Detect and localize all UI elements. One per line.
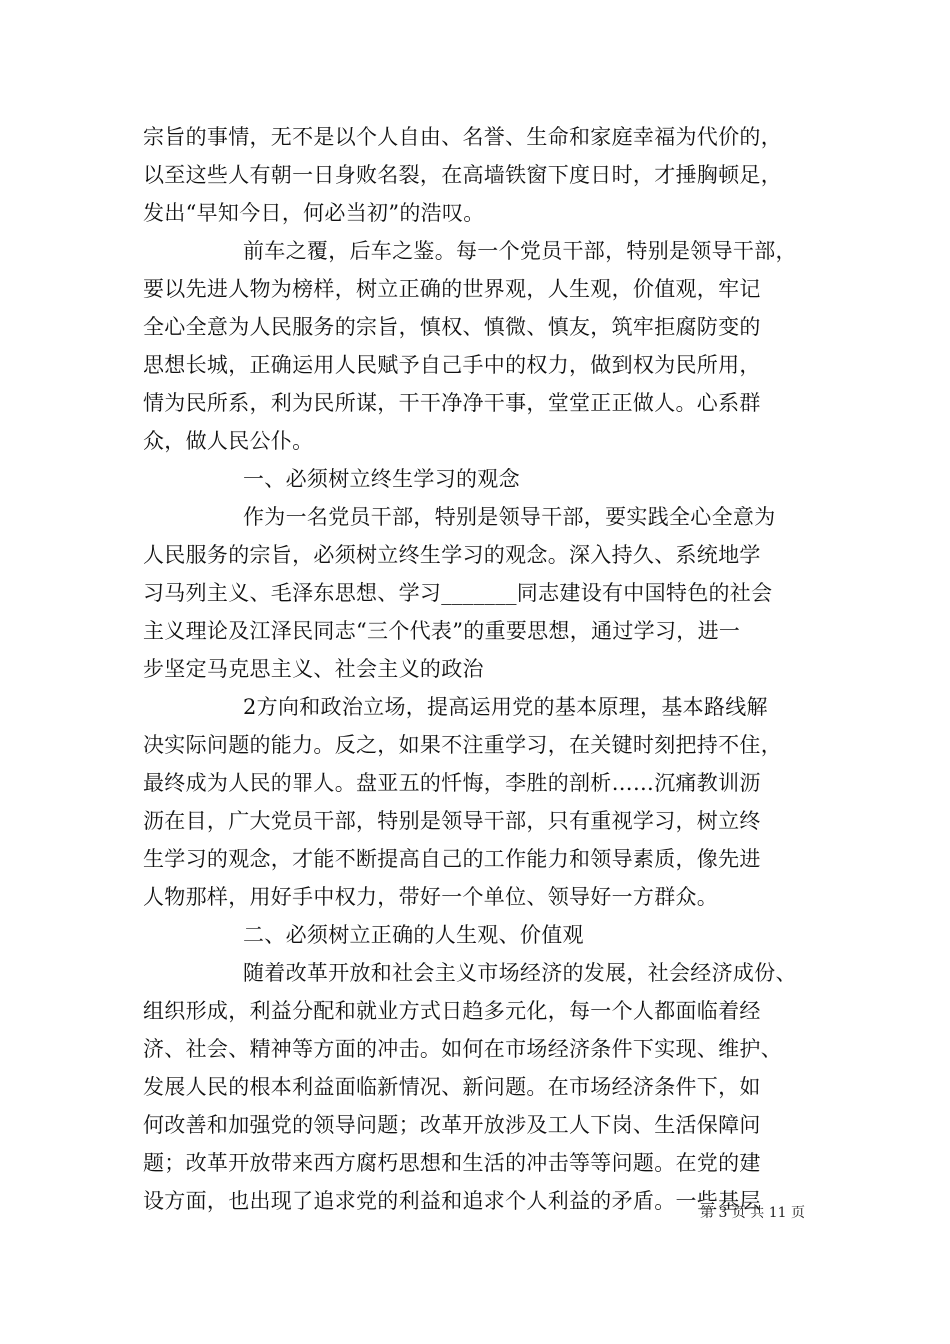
text-line: 发展人民的根本利益面临新情况、新问题。在市场经济条件下，如 xyxy=(143,1075,761,1099)
text-line: 决实际问题的能力。反之，如果不注重学习，在关键时刻把持不住， xyxy=(143,733,782,757)
text-line: 习马列主义、毛泽东思想、学习_______同志建设有中国特色的社会 xyxy=(143,581,773,605)
text-line: 众，做人民公仆。 xyxy=(143,429,314,453)
text-line: 步坚定马克思主义、社会主义的政治 xyxy=(143,657,484,681)
section-heading: 一、必须树立终生学习的观念 xyxy=(243,467,520,491)
text-line: 人民服务的宗旨，必须树立终生学习的观念。深入持久、系统地学 xyxy=(143,543,761,567)
text-line: 发出“早知今日，何必当初”的浩叹。 xyxy=(143,201,485,225)
text-line: 主义理论及江泽民同志“三个代表”的重要思想，通过学习，进一 xyxy=(143,619,741,643)
paragraph-first-line: 作为一名党员干部，特别是领导干部，要实践全心全意为 xyxy=(243,505,776,529)
text-line: 组织形成，利益分配和就业方式日趋多元化，每一个人都面临着经 xyxy=(143,999,761,1023)
paragraph-first-line: 前车之覆，后车之鉴。每一个党员干部，特别是领导干部， xyxy=(243,239,797,263)
text-line: 全心全意为人民服务的宗旨，慎权、慎微、慎友，筑牢拒腐防变的 xyxy=(143,315,761,339)
text-line: 题；改革开放带来西方腐朽思想和生活的冲击等等问题。在党的建 xyxy=(143,1151,761,1175)
paragraph-first-line: 2方向和政治立场，提高运用党的基本原理，基本路线解 xyxy=(243,695,768,719)
text-line: 人物那样，用好手中权力，带好一个单位、领导好一方群众。 xyxy=(143,885,719,909)
text-line: 最终成为人民的罪人。盘亚五的忏悔，李胜的剖析……沉痛教训沥 xyxy=(143,771,761,795)
text-line: 宗旨的事情，无不是以个人自由、名誉、生命和家庭幸福为代价的， xyxy=(143,125,782,149)
text-line: 何改善和加强党的领导问题；改革开放涉及工人下岗、生活保障问 xyxy=(143,1113,761,1137)
text-line: 设方面，也出现了追求党的利益和追求个人利益的矛盾。一些基层 xyxy=(143,1189,761,1213)
text-line: 思想长城，正确运用人民赋予自己手中的权力，做到权为民所用， xyxy=(143,353,761,377)
text-line: 情为民所系，利为民所谋，干干净净干事，堂堂正正做人。心系群 xyxy=(143,391,761,415)
paragraph-first-line: 随着改革开放和社会主义市场经济的发展，社会经济成份、 xyxy=(243,961,797,985)
text-line: 济、社会、精神等方面的冲击。如何在市场经济条件下实现、维护、 xyxy=(143,1037,782,1061)
section-heading: 二、必须树立正确的人生观、价值观 xyxy=(243,923,584,947)
document-body xyxy=(143,118,808,1220)
text-line: 生学习的观念，才能不断提高自己的工作能力和领导素质，像先进 xyxy=(143,847,761,871)
text-line: 以至这些人有朝一日身败名裂，在高墙铁窗下度日时，才捶胸顿足， xyxy=(143,163,782,187)
text-line: 要以先进人物为榜样，树立正确的世界观，人生观，价值观，牢记 xyxy=(143,277,761,301)
text-line: 沥在目，广大党员干部，特别是领导干部，只有重视学习，树立终 xyxy=(143,809,761,833)
page-number: 第 3 页 共 11 页 xyxy=(700,1205,805,1221)
